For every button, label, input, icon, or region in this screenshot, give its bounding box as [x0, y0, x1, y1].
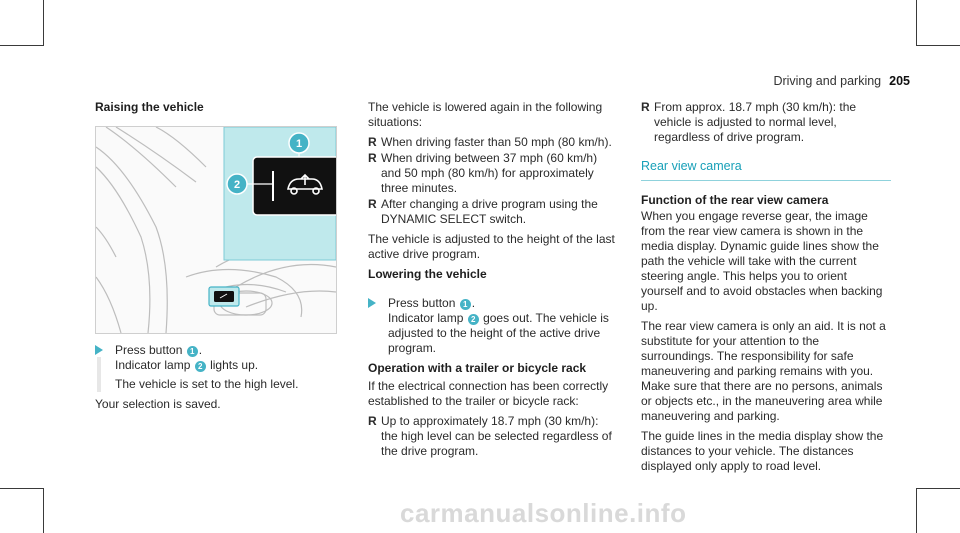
button-1-marker: 1 [460, 299, 471, 310]
list-item-text: Up to approximately 18.7 mph (30 km/h): the high level can be selected regardless of the drive program. [381, 414, 612, 458]
callout-1-label: 1 [295, 138, 303, 150]
crop-mark [0, 45, 44, 46]
lowered-intro: The vehicle is lowered again in the following situations: [368, 100, 603, 129]
step-raise [95, 343, 335, 392]
section-name: Driving and parking [773, 74, 882, 88]
bullet-icon: R [368, 135, 377, 149]
column-middle [368, 100, 618, 464]
list-item [368, 197, 618, 227]
crop-mark [916, 488, 917, 533]
callout-2-label: 2 [233, 179, 241, 191]
section-title-camera: Rear view camera [641, 159, 891, 181]
bullet-icon: R [368, 414, 377, 428]
step-bar [97, 357, 101, 392]
lowered-situations-list [368, 135, 618, 227]
step-text: Indicator lamp [388, 311, 464, 325]
step-raise-line2 [115, 358, 258, 372]
step-arrow-icon [368, 298, 376, 308]
camera-paragraph-2: The rear view camera is only an aid. It is not a substitute for your attention to the surroundings. The responsibility for safe maneuvering and parking remains with you. Make sure that there are no persons, animals or objects etc., in the maneuvering area while maneuvering and parking. [641, 319, 886, 423]
step-raise-result: The vehicle is set to the high level. [115, 377, 299, 391]
adjusted-text: The vehicle is adjusted to the height of the last active drive program. [368, 232, 615, 261]
step-raise-line1: Press button 1 . [115, 343, 203, 357]
step-text: Press button [115, 343, 183, 357]
step-text: lights up. [210, 358, 259, 372]
column-right [641, 100, 891, 479]
list-item [641, 100, 891, 145]
lamp-2-marker: 2 [468, 314, 479, 325]
list-item-text: From approx. 18.7 mph (30 km/h): the vehicle is adjusted to normal level, regardless of drive program. [654, 100, 857, 144]
column-left [95, 100, 335, 115]
step-lower-line1: Press button 1 . [388, 296, 476, 310]
crop-mark [0, 488, 44, 489]
crop-mark [43, 0, 44, 46]
trailer-list [368, 414, 618, 459]
heading-camera-function: Function of the rear view camera [641, 193, 829, 207]
list-item [368, 414, 618, 459]
list-item-text: When driving faster than 50 mph (80 km/h). [381, 135, 612, 149]
heading-trailer: Operation with a trailer or bicycle rack [368, 361, 587, 375]
crop-mark [916, 45, 960, 46]
selection-saved-text: Your selection is saved. [95, 397, 221, 411]
console-illustration [95, 126, 337, 334]
console-drawing [96, 127, 336, 333]
crop-mark [916, 488, 960, 489]
list-item [368, 135, 618, 150]
step-text: Press button [388, 296, 456, 310]
bullet-icon: R [368, 197, 377, 211]
lamp-2-marker: 2 [195, 361, 206, 372]
running-header [773, 74, 910, 88]
camera-paragraph-1: When you engage reverse gear, the image from the rear view camera is shown in the media display. Dynamic guide lines show the path the vehicle will take with the current steering angle. This helps you to orient yourself and to avoid obstacles when backing up. [641, 209, 883, 313]
list-item-text: When driving between 37 mph (60 km/h) and 50 mph (80 km/h) for approximately three minutes. [381, 151, 598, 195]
list-item [368, 151, 618, 196]
step-arrow-icon [95, 345, 103, 355]
camera-paragraph-3: The guide lines in the media display show the distances to your vehicle. The distances displayed only apply to road level. [641, 429, 884, 473]
step-text: Indicator lamp [115, 358, 191, 372]
step-lower [368, 296, 618, 356]
normal-level-list [641, 100, 891, 145]
crop-mark [916, 0, 917, 46]
bullet-icon: R [641, 100, 650, 114]
watermark-text: carmanualsonline.info [400, 498, 687, 528]
button-1-marker: 1 [187, 346, 198, 357]
step-lower-line2 [388, 311, 609, 355]
step-text: goes out. The vehicle is adjusted to the height of the active drive program. [388, 311, 609, 355]
list-item-text: After changing a drive program using the DYNAMIC SELECT switch. [381, 197, 598, 226]
column-left-steps [95, 343, 335, 417]
page-number: 205 [889, 74, 910, 88]
crop-mark [43, 488, 44, 533]
heading-raising: Raising the vehicle [95, 100, 204, 114]
heading-lowering: Lowering the vehicle [368, 267, 487, 281]
bullet-icon: R [368, 151, 377, 165]
trailer-text: If the electrical connection has been correctly established to the trailer or bicycle rack: [368, 379, 609, 408]
